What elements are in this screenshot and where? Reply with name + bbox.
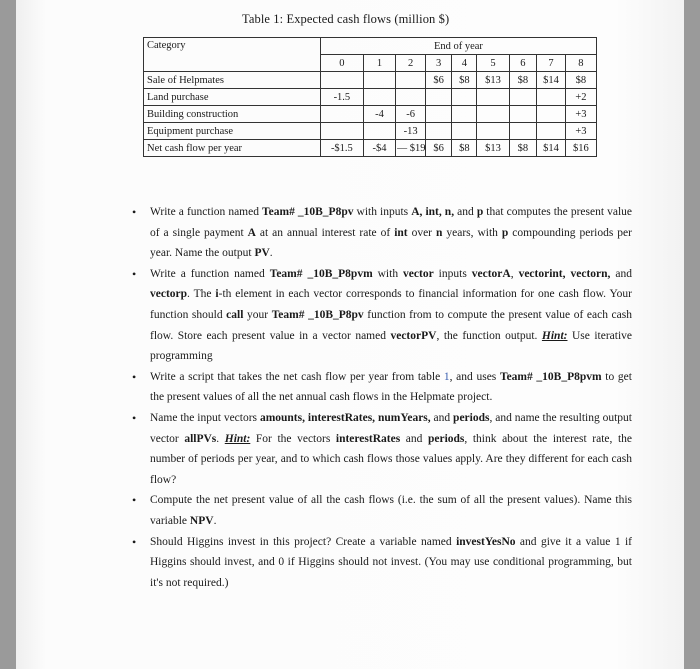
table-row-building (144, 106, 597, 123)
table-cell: $8 (452, 140, 477, 157)
table-cell: $14 (537, 140, 566, 157)
table-cell (396, 89, 426, 106)
year-header: 8 (565, 55, 596, 72)
bullet-icon: • (132, 410, 137, 425)
table-cell: -6 (396, 106, 426, 123)
table-cell (452, 123, 477, 140)
table-cell: -$4 (363, 140, 395, 157)
document-page (16, 0, 684, 669)
table-cell (509, 123, 536, 140)
table-cell-value: $19 (409, 142, 426, 154)
table-reference-link[interactable]: 1 (443, 370, 450, 383)
table-cell (509, 106, 536, 123)
bullet-icon: • (132, 369, 137, 384)
bullet-icon: • (132, 493, 137, 508)
table-cell (477, 123, 509, 140)
table-cell: $8 (452, 72, 477, 89)
table-cell (477, 106, 509, 123)
table-cell: -4 (363, 106, 395, 123)
table-cell: -$1.5 (320, 140, 363, 157)
list-item: • Should Higgins invest in this project? Create a variable named investYesNo and give it a value 1 if Higgins should invest, and 0 if Higgins should not invest. (You may use conditional programming, but it's not required.) (132, 532, 632, 594)
table-cell (537, 106, 566, 123)
table-cell: $8 (565, 72, 596, 89)
table-cell (477, 89, 509, 106)
table-cell: $13 (477, 72, 509, 89)
table-cell (537, 89, 566, 106)
table-cell (509, 89, 536, 106)
bullet-icon: • (132, 534, 137, 549)
cash-flow-table (143, 37, 597, 157)
year-header: 1 (363, 55, 395, 72)
dash-prefix: — (397, 142, 408, 154)
table-cell: $8 (509, 72, 536, 89)
list-item: • Compute the net present value of all the cash flows (i.e. the sum of all the present values). Name this variable NPV. (132, 490, 632, 531)
table-cell (452, 89, 477, 106)
year-header: 7 (537, 55, 566, 72)
table-cell (320, 106, 363, 123)
year-header: 2 (396, 55, 426, 72)
hint-label: Hint: (541, 329, 568, 342)
row-label: Sale of Helpmates (144, 72, 321, 89)
bullet-icon: • (132, 205, 137, 219)
table-cell (396, 140, 426, 157)
list-item: • Write a function named Team# _10B_P8pv with inputs A, int, n, and p that computes the present value of a single payment A at an annual interest rate of int over n years, with p compounding periods per year. Name the output PV. (132, 202, 632, 264)
table-cell: $14 (537, 72, 566, 89)
table-cell: -13 (396, 123, 426, 140)
table-cell: $13 (477, 140, 509, 157)
table-cell (320, 123, 363, 140)
year-header: 5 (477, 55, 509, 72)
table-cell (426, 123, 452, 140)
table-cell (426, 89, 452, 106)
table-cell (320, 72, 363, 89)
table-cell (363, 89, 395, 106)
year-header: 3 (426, 55, 452, 72)
hint-label: Hint: (224, 432, 251, 445)
table-cell: +3 (565, 123, 596, 140)
table-cell: +3 (565, 106, 596, 123)
table-cell (363, 72, 395, 89)
table-cell: $6 (426, 140, 452, 157)
list-item: • Write a script that takes the net cash flow per year from table 1, and uses Team# _10B_P8pvm to get the present values of all the net annual cash flows in the Helpmate project. (132, 367, 632, 408)
instruction-list (132, 202, 632, 593)
table-cell: $6 (426, 72, 452, 89)
year-header: 0 (320, 55, 363, 72)
list-item: • Write a function named Team# _10B_P8pvm with vector inputs vectorA, vectorint, vectorn, and vectorp. The i-th element in each vector corresponds to financial information for one cash flow. Your function should call your Team# _10B_P8pv function from to compute the present value of each cash flow. Store each present value in a vector named vectorPV, the function output. Hint: Use iterative programming (132, 264, 632, 367)
table-caption: Table 1: Expected cash flows (million $) (242, 12, 450, 26)
year-header: 6 (509, 55, 536, 72)
end-of-year-header: End of year (320, 38, 596, 55)
list-item: • Name the input vectors amounts, interestRates, numYears, and periods, and name the resulting output vector allPVs. Hint: For the vectors interestRates and periods, think about the interest rate, the number of periods per year, and to which cash flows those values apply. Are they different for each cash flow? (132, 408, 632, 490)
year-header: 4 (452, 55, 477, 72)
row-label: Net cash flow per year (144, 140, 321, 157)
table-cell (363, 123, 395, 140)
table-row-sales (144, 72, 597, 89)
category-header: Category (144, 38, 321, 72)
table-cell (452, 106, 477, 123)
row-label: Equipment purchase (144, 123, 321, 140)
table-cell: $8 (509, 140, 536, 157)
row-label: Land purchase (144, 89, 321, 106)
row-label: Building construction (144, 106, 321, 123)
table-cell (396, 72, 426, 89)
table-cell: +2 (565, 89, 596, 106)
table-cell (537, 123, 566, 140)
table-cell: -1.5 (320, 89, 363, 106)
bullet-icon: • (132, 266, 137, 281)
table-row-land (144, 89, 597, 106)
table-cell (426, 106, 452, 123)
table-cell: $16 (565, 140, 596, 157)
table-row-equipment (144, 123, 597, 140)
table-row-net (144, 140, 597, 157)
